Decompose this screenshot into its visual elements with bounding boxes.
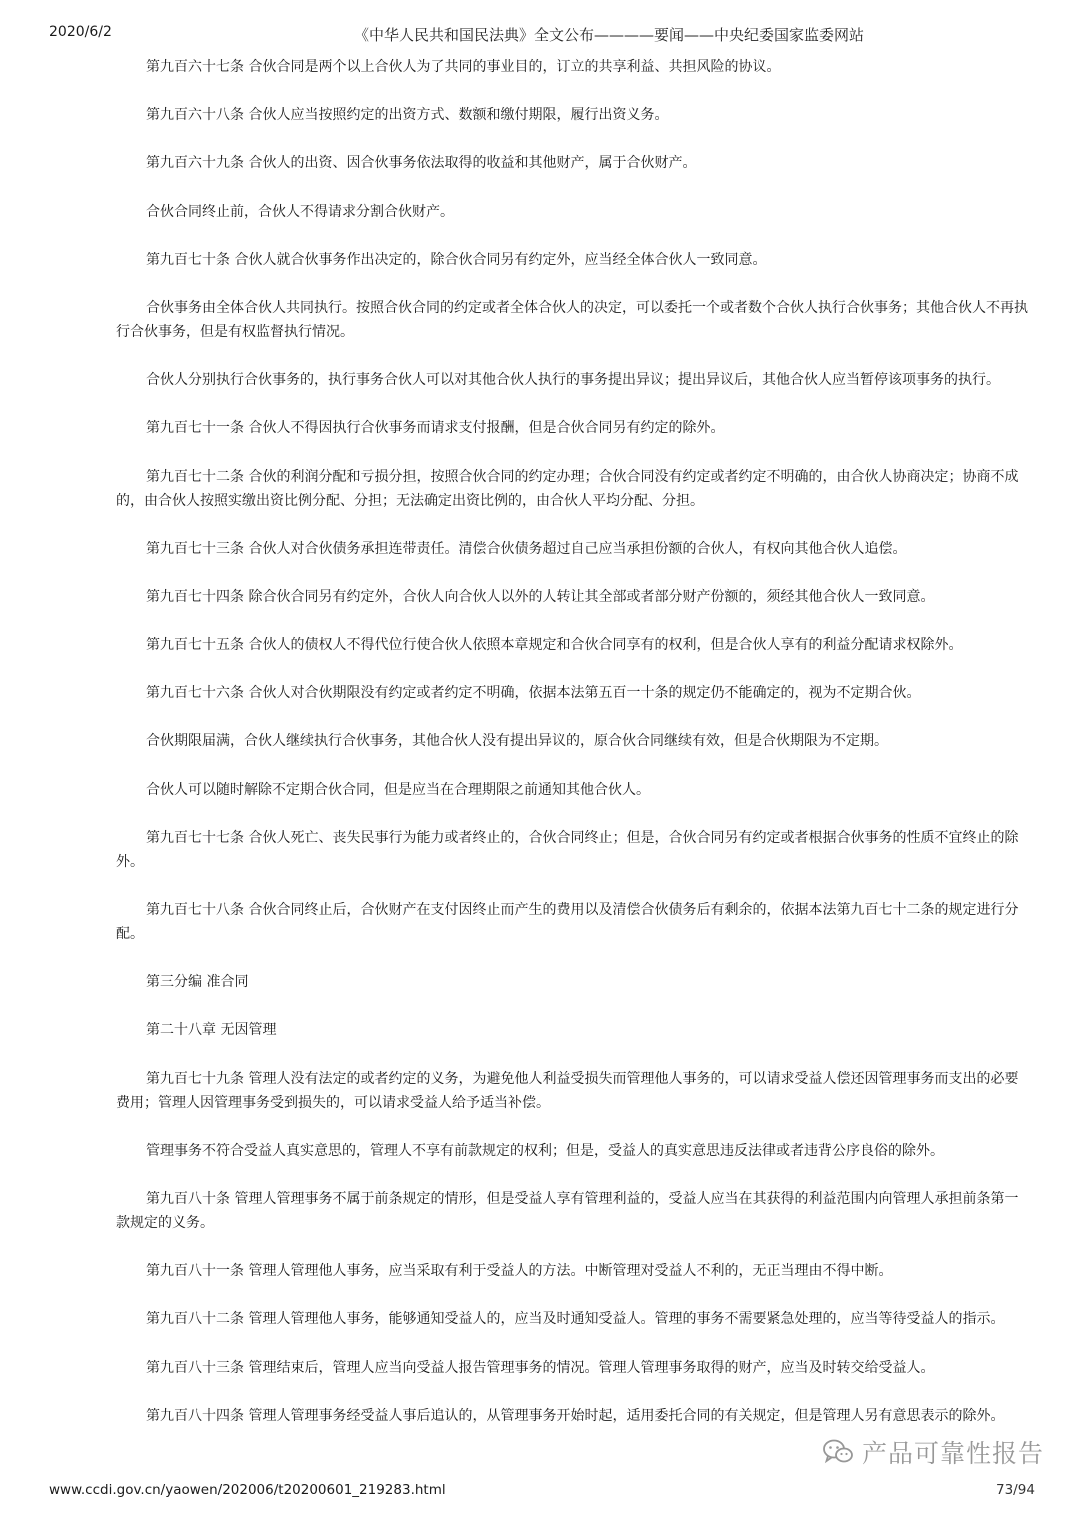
- paragraph: 第九百六十九条 合伙人的出资、因合伙事务依法取得的收益和其他财产，属于合伙财产。: [146, 155, 697, 172]
- paragraph: 第九百七十一条 合伙人不得因执行合伙事务而请求支付报酬，但是合伙合同另有约定的除外。: [146, 420, 725, 437]
- wechat-icon: [822, 1438, 854, 1466]
- paragraph: 第九百七十条 合伙人就合伙事务作出决定的，除合伙合同另有约定外，应当经全体合伙人一致同意。: [146, 251, 767, 268]
- section-heading: 第三分编 准合同: [146, 974, 249, 991]
- paragraph: 合伙人分别执行合伙事务的，执行事务合伙人可以对其他合伙人执行的事务提出异议；提出异议后，其他合伙人应当暂停该项事务的执行。: [146, 372, 1000, 389]
- paragraph: 合伙事务由全体合伙人共同执行。按照合伙合同的约定或者全体合伙人的决定，可以委托一个或者数个合伙人执行合伙事务；其他合伙人不再执行合伙事务，但是有权监督执行情况。: [116, 299, 1028, 340]
- paragraph: 第九百七十五条 合伙人的债权人不得代位行使合伙人依照本章规定和合伙合同享有的权利，但是合伙人享有的利益分配请求权除外。: [146, 637, 963, 654]
- document-body: [116, 55, 1031, 1452]
- paragraph: 第九百六十八条 合伙人应当按照约定的出资方式、数额和缴付期限，履行出资义务。: [146, 107, 669, 124]
- print-date: 2020/6/2: [49, 24, 112, 40]
- paragraph: 第九百七十三条 合伙人对合伙债务承担连带责任。清偿合伙债务超过自己应当承担份额的合伙人，有权向其他合伙人追偿。: [146, 540, 907, 557]
- paragraph: 合伙人可以随时解除不定期合伙合同，但是应当在合理期限之前通知其他合伙人。: [146, 781, 650, 798]
- paragraph: 第九百七十七条 合伙人死亡、丧失民事行为能力或者终止的，合伙合同终止；但是，合伙合同另有约定或者根据合伙事务的性质不宜终止的除外。: [116, 829, 1019, 870]
- paragraph: 管理事务不符合受益人真实意思的，管理人不享有前款规定的权利；但是，受益人的真实意思违反法律或者违背公序良俗的除外。: [146, 1142, 944, 1159]
- page-title: 《中华人民共和国民法典》全文公布————要闻——中央纪委国家监委网站: [354, 26, 865, 44]
- watermark-text: 产品可靠性报告: [862, 1439, 1045, 1468]
- paragraph: 合伙合同终止前，合伙人不得请求分割合伙财产。: [146, 203, 454, 220]
- paragraph: 第九百八十二条 管理人管理他人事务，能够通知受益人的，应当及时通知受益人。管理的事务不需要紧急处理的，应当等待受益人的指示。: [146, 1311, 1005, 1328]
- paragraph: 第九百七十八条 合伙合同终止后，合伙财产在支付因终止而产生的费用以及清偿合伙债务后有剩余的，依据本法第九百七十二条的规定进行分配。: [116, 902, 1019, 942]
- paragraph: 第九百八十三条 管理结束后，管理人应当向受益人报告管理事务的情况。管理人管理事务取得的财产，应当及时转交给受益人。: [146, 1359, 935, 1376]
- paragraph: 第九百七十四条 除合伙合同另有约定外，合伙人向合伙人以外的人转让其全部或者部分财产份额的，须经其他合伙人一致同意。: [146, 588, 935, 605]
- paragraph: 第九百八十一条 管理人管理他人事务，应当采取有利于受益人的方法。中断管理对受益人不利的，无正当理由不得中断。: [146, 1263, 893, 1280]
- paragraph: 第九百七十六条 合伙人对合伙期限没有约定或者约定不明确，依据本法第五百一十条的规定仍不能确定的，视为不定期合伙。: [146, 685, 921, 702]
- source-url: www.ccdi.gov.cn/yaowen/202006/t20200601_219283.html: [49, 1482, 446, 1498]
- paragraph: 第九百八十条 管理人管理事务不属于前条规定的情形，但是受益人享有管理利益的，受益人应当在其获得的利益范围内向管理人承担前条第一款规定的义务。: [116, 1190, 1019, 1231]
- paragraph: 第九百七十九条 管理人没有法定的或者约定的义务，为避免他人利益受损失而管理他人事务的，可以请求受益人偿还因管理事务而支出的必要费用；管理人因管理事务受到损失的，可以请求受益人给予适当补偿。: [116, 1070, 1019, 1111]
- paragraph: 第九百六十七条 合伙合同是两个以上合伙人为了共同的事业目的，订立的共享利益、共担风险的协议。: [146, 59, 781, 75]
- watermark: [822, 1434, 1044, 1470]
- chapter-heading: 第二十八章 无因管理: [146, 1022, 277, 1039]
- paragraph: 合伙期限届满，合伙人继续执行合伙事务，其他合伙人没有提出异议的，原合伙合同继续有效，但是合伙期限为不定期。: [146, 733, 888, 750]
- paragraph: 第九百七十二条 合伙的利润分配和亏损分担，按照合伙合同的约定办理；合伙合同没有约定或者约定不明确的，由合伙人协商决定；协商不成的，由合伙人按照实缴出资比例分配、分担；无法确定出资比例的，由合伙人平均分配、分担。: [116, 468, 1019, 509]
- page-number: 73/94: [996, 1482, 1035, 1498]
- paragraph: 第九百八十四条 管理人管理事务经受益人事后追认的，从管理事务开始时起，适用委托合同的有关规定，但是管理人另有意思表示的除外。: [146, 1407, 1005, 1424]
